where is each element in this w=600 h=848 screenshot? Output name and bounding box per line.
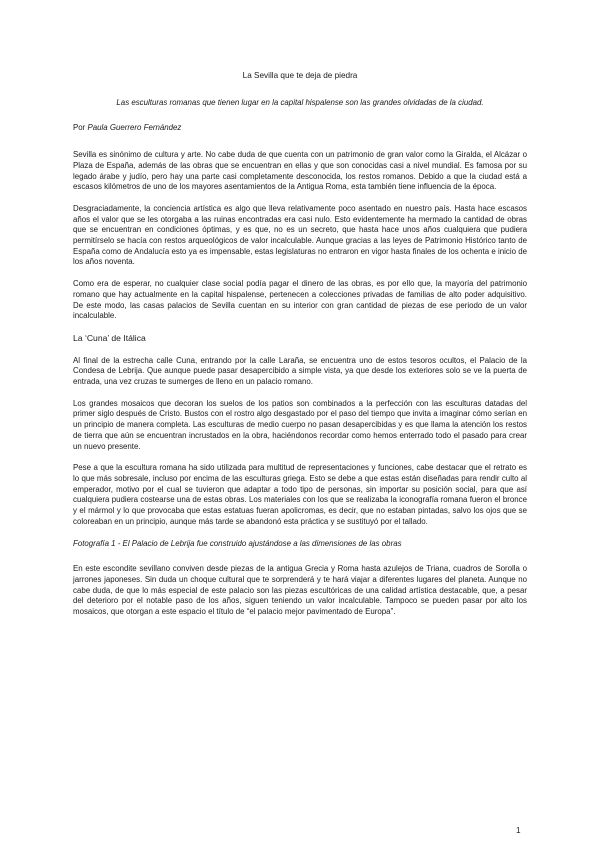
photo-caption: Fotografía 1 - El Palacio de Lebrija fue construido ajustándose a las dimensiones de las obras — [73, 538, 402, 548]
article-subtitle: Las esculturas romanas que tienen lugar en la capital hispalense son las grandes olvidadas de la ciudad. — [116, 97, 484, 107]
paragraph: En este escondite sevillano conviven desde piezas de la antigua Grecia y Roma hasta azulejos de Triana, cuadros de Sorolla o jarrones japoneses. Sin duda un choque cultural que te sorprenderá y te hará viajar a diferentes lugares del planeta. Aunque no cabe duda, de que lo más especial de este palacio son las piezas escultóricas de una calidad artística destacable, que, a pesar del deterioro por el notable paso de los años, siguen teniendo un valor incalculable. Tampoco se pueden pasar por alto los mosaicos, que otorgan a este espacio el título de “el palacio mejor pavimentado de Europa”. — [73, 564, 527, 617]
page-number: 1 — [516, 826, 521, 835]
paragraph: Como era de esperar, no cualquier clase social podía pagar el dinero de las obras, es por ello que, la mayoría del patrimonio romano que hay actualmente en la capital hispalense, pertenecen a colecciones privadas de familias de alto poder adquisitivo. De este modo, las casas palacios de Sevilla cuentan en su interior con gran cantidad de piezas de ese periodo de un valor incalculable. — [73, 279, 527, 321]
paragraph: Los grandes mosaicos que decoran los suelos de los patios son combinados a la perfección con las esculturas datadas del primer siglo después de Cristo. Bustos con el rostro algo desgastado por el paso del tiempo que invita a imaginar cómo serían en un principio de manera completa. Las esculturas de medio cuerpo no pasan desapercibidas y es que llama la atención los restos de tierra que aún se encuentran incrustados en la obra, haciéndonos recordar como hemos enterrado todo el pasado para crear un nuevo presente. — [73, 398, 527, 451]
paragraph: Al final de la estrecha calle Cuna, entrando por la calle Laraña, se encuentra uno de estos tesoros ocultos, el Palacio de la Condesa de Lebrija. Que aunque puede pasar desapercibido a simple vista, ya que desde los exteriores solo se ve la puerta de entrada, una vez cruzas te sumerges de lleno en un palacio romano. — [73, 355, 527, 387]
byline-prefix: Por — [73, 123, 86, 133]
article-title: La Sevilla que te deja de piedra — [242, 71, 358, 80]
paragraph: Sevilla es sinónimo de cultura y arte. No cabe duda de que cuenta con un patrimonio de gran valor como la Giralda, el Alcázar o Plaza de España, además de las obras que se encuentran en ellas y que son conocidas casi a nivel mundial. Es famosa por su legado árabe y judío, pero hay una parte casi completamente desconocida, los restos romanos. Debido a que la ciudad está a escasos kilómetros de uno de los mayores asentamientos de la Antigua Roma, esta también tiene influencia de la época. — [73, 150, 527, 192]
document-body — [73, 71, 527, 629]
section-heading: La ‘Cuna’ de Itálica — [73, 332, 146, 343]
paragraph: Pese a que la escultura romana ha sido utilizada para multitud de representaciones y funciones, cabe destacar que el retrato es lo que más sobresale, incluso por encima de las esculturas griega. Esto se debe a que estas están diseñadas para rendir culto al emperador, motivo por el cual se tuvieron que adaptar a todo tipo de personas, sin importar su posición social, para que así cualquiera pudiera costearse una de estas obras. Los materiales con los que se realizaba la iconografía romana fueron el bronce y el mármol y lo que provocaba que estas estatuas fueran apolicromas, es decir, que no estaban pintadas, salvo los ojos que se coloreaban en un principio, aunque más tarde se abandonó esta práctica y se sustituyó por el tallado. — [73, 463, 527, 526]
paragraph: Desgraciadamente, la conciencia artística es algo que lleva relativamente poco asentado en nuestro país. Hasta hace escasos años el valor que se les otorgaba a las ruinas encontradas era casi nulo. Esto evidentemente ha mermado la cantidad de obras que se encuentran en condiciones óptimas, y es que, no es un secreto, que hasta hace unos años cualquiera que pudiera permitírselo se hacía con restos arqueológicos de valor incalculable. Aunque gracias a las leyes de Patrimonio Histórico tanto de España como de Andalucía esto ya es impensable, estas legislaturas no entraron en vigor hasta finales de los ochenta e inicio de los años noventa. — [73, 203, 527, 267]
author-name: Paula Guerrero Fernández — [87, 123, 182, 133]
byline — [73, 123, 527, 134]
